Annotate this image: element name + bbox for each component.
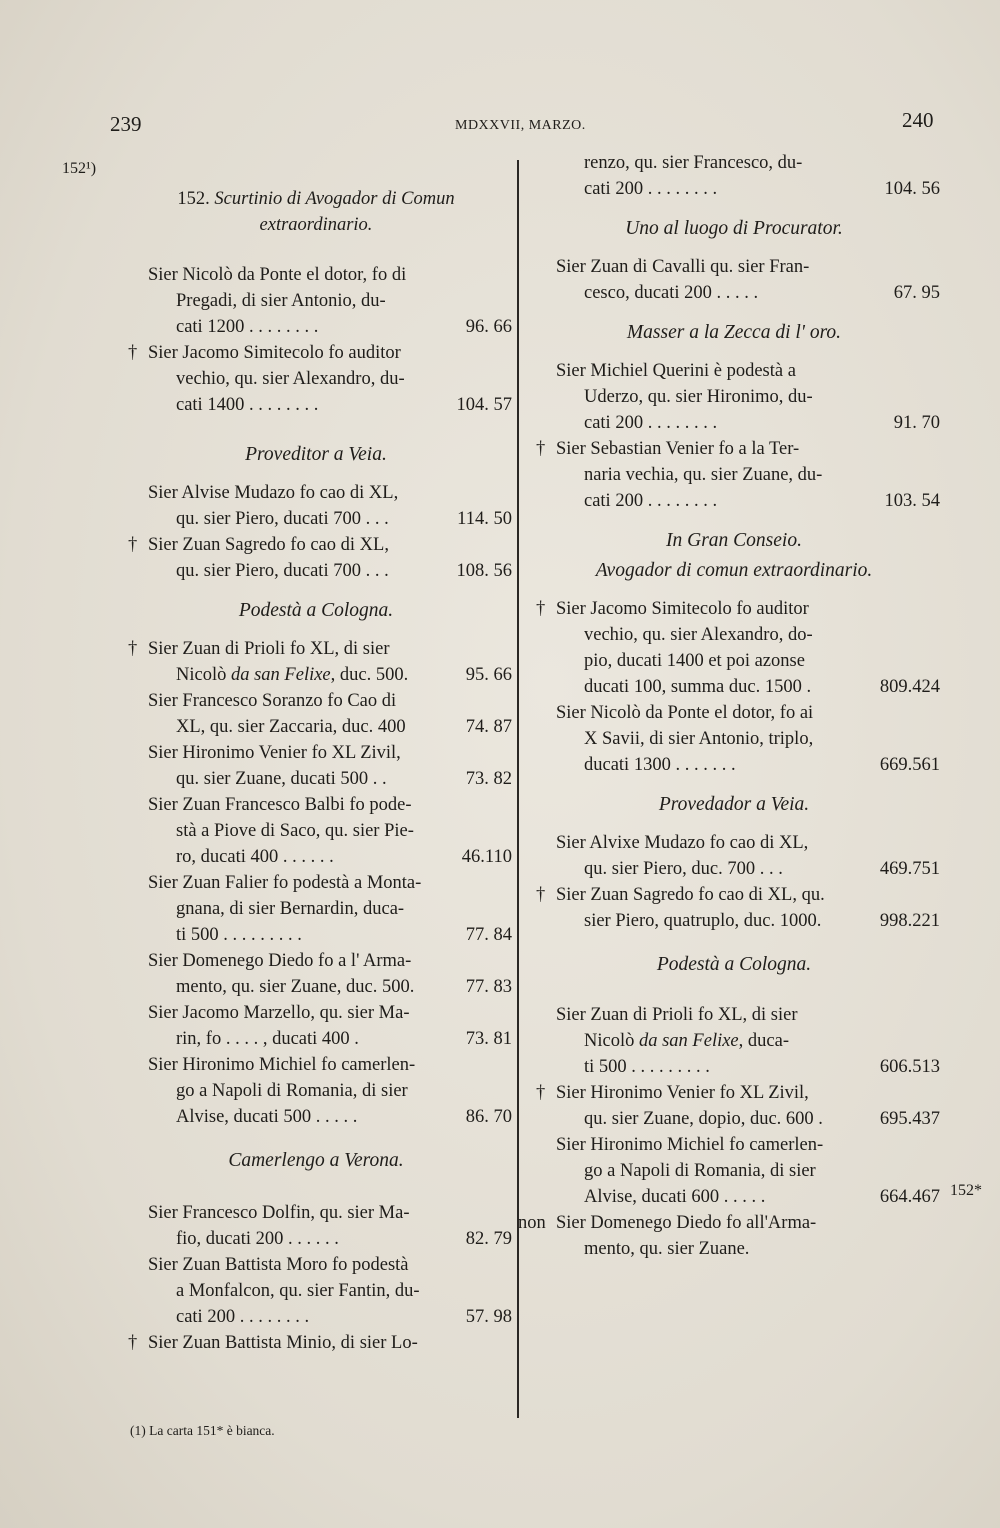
- ballot-entry-elected: † Sier Jacomo Simitecolo fo auditor vechio, qu. sier Alexandro, du- cati 1400 . . . . . . . . 104. 57: [120, 340, 512, 418]
- vote-count: 104. 56: [884, 179, 940, 199]
- page-number-right: 240: [902, 108, 934, 132]
- vote-count: 606.513: [879, 1057, 940, 1077]
- cross-icon: †: [128, 1333, 138, 1353]
- margin-note-right: 152*: [950, 1182, 982, 1199]
- footnote: (1) La carta 151* è bianca.: [130, 1423, 275, 1438]
- office-heading: Masser a la Zecca di l' oro.: [626, 322, 842, 343]
- section-number: 152.: [177, 189, 210, 209]
- right-column: [518, 150, 940, 1262]
- ballot-entry-continued: renzo, qu. sier Francesco, du- cati 200 . . . . . . . . 104. 56: [528, 150, 940, 202]
- cross-icon: †: [536, 439, 546, 459]
- vote-count: 46.110: [461, 847, 512, 867]
- vote-count: 57. 98: [465, 1307, 512, 1327]
- margin-note-left: 152¹): [62, 160, 97, 177]
- office-heading: Podestà a Cologna.: [656, 954, 812, 975]
- ballot-entry: Sier Jacomo Marzello, qu. sier Ma- rin, fo . . . . , ducati 400 . 73. 81: [120, 1000, 512, 1052]
- vote-count: 998.221: [879, 911, 940, 931]
- page-number-left: 239: [110, 112, 142, 136]
- ballot-entry-elected: † Sier Sebastian Venier fo a la Ter- naria vechia, qu. sier Zuane, du- cati 200 . . . . . . . . 103. 54: [528, 436, 940, 514]
- vote-count: 73. 82: [465, 769, 512, 789]
- ballot-entry-elected: † Sier Hironimo Venier fo XL Zivil, qu. sier Zuane, dopio, duc. 600 . 695.437: [528, 1080, 940, 1132]
- ballot-entry-elected: † Sier Zuan Sagredo fo cao di XL, qu. sier Piero, ducati 700 . . . 108. 56: [120, 532, 512, 584]
- vote-count: 809.424: [879, 677, 940, 697]
- vote-count: 77. 83: [465, 977, 512, 997]
- ballot-entry-elected: † Sier Zuan Sagredo fo cao di XL, qu. sier Piero, quatruplo, duc. 1000. 998.221: [528, 882, 940, 934]
- vote-count: 67. 95: [893, 283, 940, 303]
- section-title-line1: Scurtinio di Avogador di Comun: [214, 189, 455, 209]
- ballot-entry: Sier Alvise Mudazo fo cao di XL, qu. sier Piero, ducati 700 . . . 114. 50: [120, 480, 512, 532]
- office-heading: Avogador di comun extraordinario.: [595, 560, 873, 581]
- ballot-entry: Sier Zuan Battista Moro fo podestà a Monfalcon, qu. sier Fantin, du- cati 200 . . . . . . . . 57. 98: [120, 1252, 512, 1330]
- ballot-entry: Sier Francesco Soranzo fo Cao di XL, qu. sier Zaccaria, duc. 400 74. 87: [120, 688, 512, 740]
- vote-count: 77. 84: [465, 925, 512, 945]
- ballot-entry: Sier Zuan di Cavalli qu. sier Fran- cesco, ducati 200 . . . . . 67. 95: [528, 254, 940, 306]
- cross-icon: †: [536, 1083, 546, 1103]
- left-column: [120, 150, 512, 1356]
- session-heading: In Gran Conseio.: [666, 530, 802, 551]
- ballot-entry-elected: † Sier Zuan Battista Minio, di sier Lo-: [120, 1330, 512, 1356]
- running-title: MDXXVII, MARZO.: [455, 118, 586, 133]
- office-heading: Proveditor a Veia.: [245, 444, 387, 465]
- section-title: [120, 186, 512, 238]
- ballot-entry: Sier Alvixe Mudazo fo cao di XL, qu. sier Piero, duc. 700 . . . 469.751: [528, 830, 940, 882]
- vote-count: 86. 70: [465, 1107, 512, 1127]
- vote-count: 82. 79: [465, 1229, 512, 1249]
- cross-icon: †: [536, 885, 546, 905]
- non-mark: non: [518, 1213, 546, 1233]
- ballot-entry: Sier Hironimo Michiel fo camerlen- go a Napoli di Romania, di sier Alvise, ducati 500 . . . . . 86. 70: [120, 1052, 512, 1130]
- ballot-entry: Sier Domenego Diedo fo a l' Arma- mento, qu. sier Zuane, duc. 500. 77. 83: [120, 948, 512, 1000]
- vote-count: 73. 81: [465, 1029, 512, 1049]
- ballot-entry-elected: † Sier Jacomo Simitecolo fo auditor vechio, qu. sier Alexandro, do- pio, ducati 1400 et poi azonse ducati 100, summa duc. 1500 . 809.424: [528, 596, 940, 700]
- running-head: [0, 108, 1000, 142]
- ballot-entry: Sier Zuan di Prioli fo XL, di sier Nicolò da san Felixe, duca- ti 500 . . . . . . . . . 606.513: [528, 1002, 940, 1080]
- vote-count: 695.437: [879, 1109, 940, 1129]
- cross-icon: †: [128, 639, 138, 659]
- ballot-entry: Sier Nicolò da Ponte el dotor, fo di Pregadi, di sier Antonio, du- cati 1200 . . . . . . . . 96. 66: [120, 262, 512, 340]
- section-title-line2: extraordinario.: [259, 215, 373, 235]
- office-heading: Podestà a Cologna.: [238, 600, 394, 621]
- office-heading: Provedador a Veia.: [658, 794, 810, 815]
- vote-count: 96. 66: [465, 317, 512, 337]
- vote-count: 103. 54: [884, 491, 940, 511]
- ballot-entry-not-eligible: non Sier Domenego Diedo fo all'Arma- mento, qu. sier Zuane.: [528, 1210, 940, 1262]
- cross-icon: †: [536, 599, 546, 619]
- ballot-entry: Sier Zuan Francesco Balbi fo pode- stà a Piove di Saco, qu. sier Pie- ro, ducati 400 . . . . . . 46.110: [120, 792, 512, 870]
- office-heading: Camerlengo a Verona.: [228, 1150, 404, 1171]
- ballot-entry-elected: † Sier Zuan di Prioli fo XL, di sier Nicolò da san Felixe, duc. 500. 95. 66: [120, 636, 512, 688]
- vote-count: 108. 56: [456, 561, 512, 581]
- ballot-entry: Sier Nicolò da Ponte el dotor, fo ai X Savii, di sier Antonio, triplo, ducati 1300 . . . . . . . 669.561: [528, 700, 940, 778]
- vote-count: 469.751: [879, 859, 940, 879]
- vote-count: 669.561: [879, 755, 940, 775]
- vote-count: 114. 50: [457, 509, 512, 529]
- ballot-entry: Sier Francesco Dolfin, qu. sier Ma- fio, ducati 200 . . . . . . 82. 79: [120, 1200, 512, 1252]
- office-heading: Uno al luogo di Procurator.: [625, 218, 843, 239]
- vote-count: 74. 87: [465, 717, 512, 737]
- vote-count: 95. 66: [465, 665, 512, 685]
- ballot-entry: Sier Hironimo Michiel fo camerlen- go a Napoli di Romania, di sier Alvise, ducati 600 . . . . . 664.467: [528, 1132, 940, 1210]
- ballot-entry: Sier Hironimo Venier fo XL Zivil, qu. sier Zuane, ducati 500 . . 73. 82: [120, 740, 512, 792]
- ballot-entry: Sier Zuan Falier fo podestà a Monta- gnana, di sier Bernardin, duca- ti 500 . . . . . . . . . 77. 84: [120, 870, 512, 948]
- ballot-entry: Sier Michiel Querini è podestà a Uderzo, qu. sier Hironimo, du- cati 200 . . . . . . . . 91. 70: [528, 358, 940, 436]
- cross-icon: †: [128, 535, 138, 555]
- cross-icon: †: [128, 343, 138, 363]
- vote-count: 664.467: [879, 1187, 940, 1207]
- vote-count: 91. 70: [893, 413, 940, 433]
- vote-count: 104. 57: [456, 395, 512, 415]
